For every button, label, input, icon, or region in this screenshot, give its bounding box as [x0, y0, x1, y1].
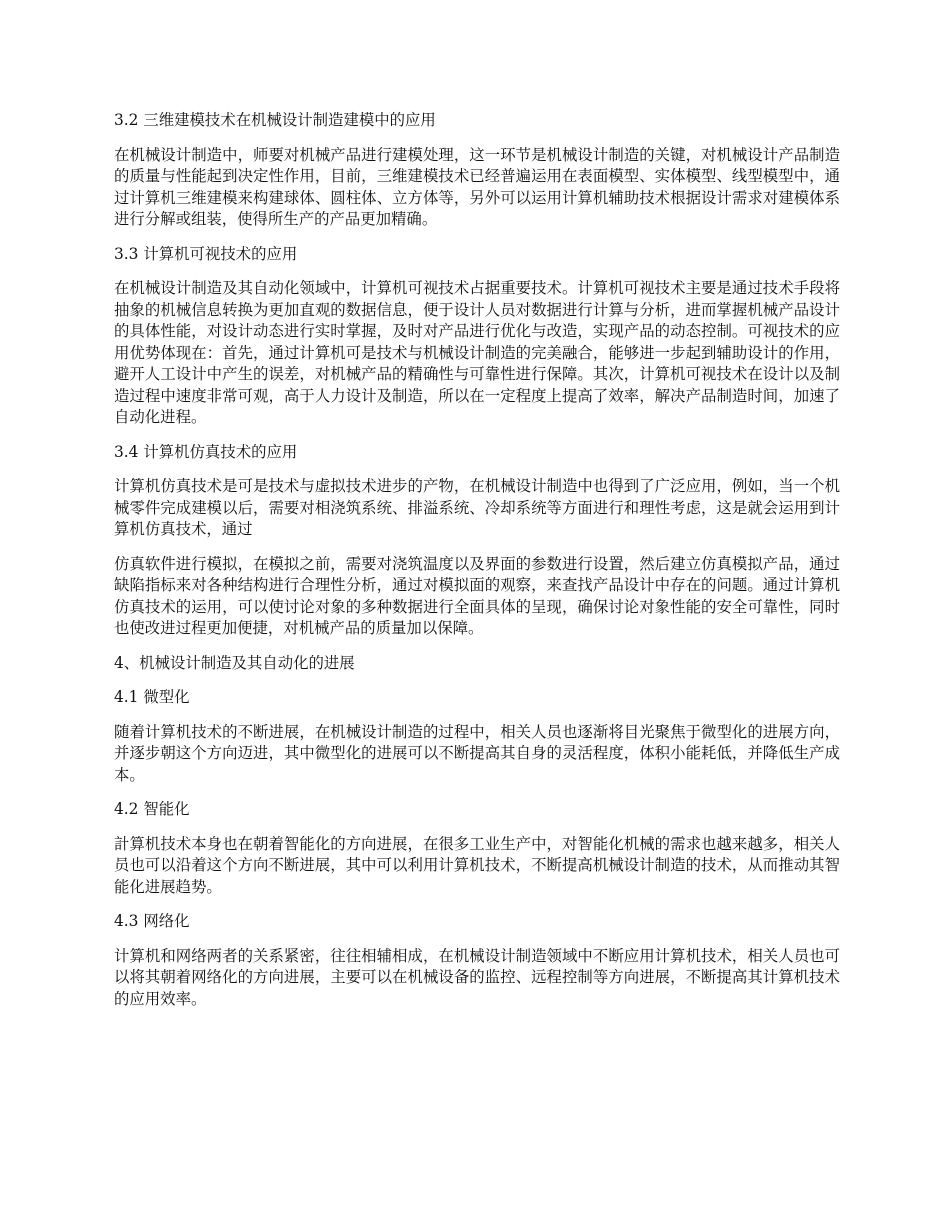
section-heading-3-2: 3.2 三维建模技术在机械设计制造建模中的应用 [114, 111, 436, 129]
document-body [114, 110, 840, 1023]
section-heading-4: 4、机械设计制造及其自动化的进展 [114, 653, 355, 672]
section-heading-4-1: 4.1 微型化 [114, 688, 190, 706]
paragraph-intelligence: 計算机技术本身也在朝着智能化的方向进展，在很多工业生产中，对智能化机械的需求也越来越多，相关人员也可以沿着这个方向不断进展，其中可以利用计算机技术，不断提高机械设计制造的技术，从而推动其智能化进展趋势。 [114, 834, 840, 896]
paragraph-networking: 计算机和网络两者的关系紧密，往往相辅相成，在机械设计制造领域中不断应用计算机技术，相关人员也可以将其朝着网络化的方向进展，主要可以在机械设备的监控、远程控制等方向进展，不断提高其计算机技术的应用效率。 [114, 946, 840, 1008]
paragraph-simulation-part-1: 计算机仿真技术是可是技术与虚拟技术进步的产物，在机械设计制造中也得到了广泛应用，例如，当一个机械零件完成建模以后，需要对相浇筑系统、排溢系统、冷却系统等方面进行和理性考虑，这是就会运用到计算机仿真技术，通过 [114, 477, 840, 538]
section-heading-3-4: 3.4 计算机仿真技术的应用 [114, 442, 298, 461]
paragraph-simulation-part-2: 仿真软件进行模拟，在模拟之前，需要对浇筑温度以及界面的参数进行设置，然后建立仿真模拟产品，通过缺陷指标来对各种结构进行合理性分析，通过对模拟面的观察，来查找产品设计中存在的问题。通过计算机仿真技术的运用，可以使讨论对象的多种数据进行全面具体的呈现，确保讨论对象性能的安全可靠性，同时也使改进过程更加便捷，对机械产品的质量加以保障。 [114, 554, 840, 637]
paragraph-miniaturization: 随着计算机技术的不断进展，在机械设计制造的过程中，相关人员也逐渐将目光聚焦于微型化的进展方向，并逐步朝这个方向迈进，其中微型化的进展可以不断提高其自身的灵活程度，体积小能耗低，并降低生产成本。 [114, 722, 840, 784]
section-heading-4-3: 4.3 网络化 [114, 912, 190, 930]
section-heading-4-2: 4.2 智能化 [114, 800, 190, 818]
paragraph-visualization: 在机械设计制造及其自动化领域中，计算机可视技术占据重要技术。计算机可视技术主要是通过技术手段将抽象的机械信息转换为更加直观的数据信息，便于设计人员对数据进行计算与分析，进而掌握机械产品设计的具体性能，对设计动态进行实时掌握，及时对产品进行优化与改造，实现产品的动态控制。可视技术的应用优势体现在：首先，通过计算机可是技术与机械设计制造的完美融合，能够进一步起到辅助设计的作用，避开人工设计中产生的误差，对机械产品的精确性与可靠性进行保障。其次，计算机可视技术在设计以及制造过程中速度非常可观，高于人力设计及制造，所以在一定程度上提高了效率，解决产品制造时间，加速了自动化进程。 [114, 279, 840, 426]
section-heading-3-3: 3.3 计算机可视技术的应用 [114, 244, 298, 263]
paragraph-3d-modeling: 在机械设计制造中，师要对机械产品进行建模处理，这一环节是机械设计制造的关键，对机械设计产品制造的质量与性能起到决定性作用，目前，三维建模技术已经普遍运用在表面模型、实体模型、线型模型中，通过计算机三维建模来构建球体、圆柱体、立方体等，另外可以运用计算机辅助技术根据设计需求对建模体系进行分解或组装，使得所生产的产品更加精确。 [114, 145, 840, 228]
